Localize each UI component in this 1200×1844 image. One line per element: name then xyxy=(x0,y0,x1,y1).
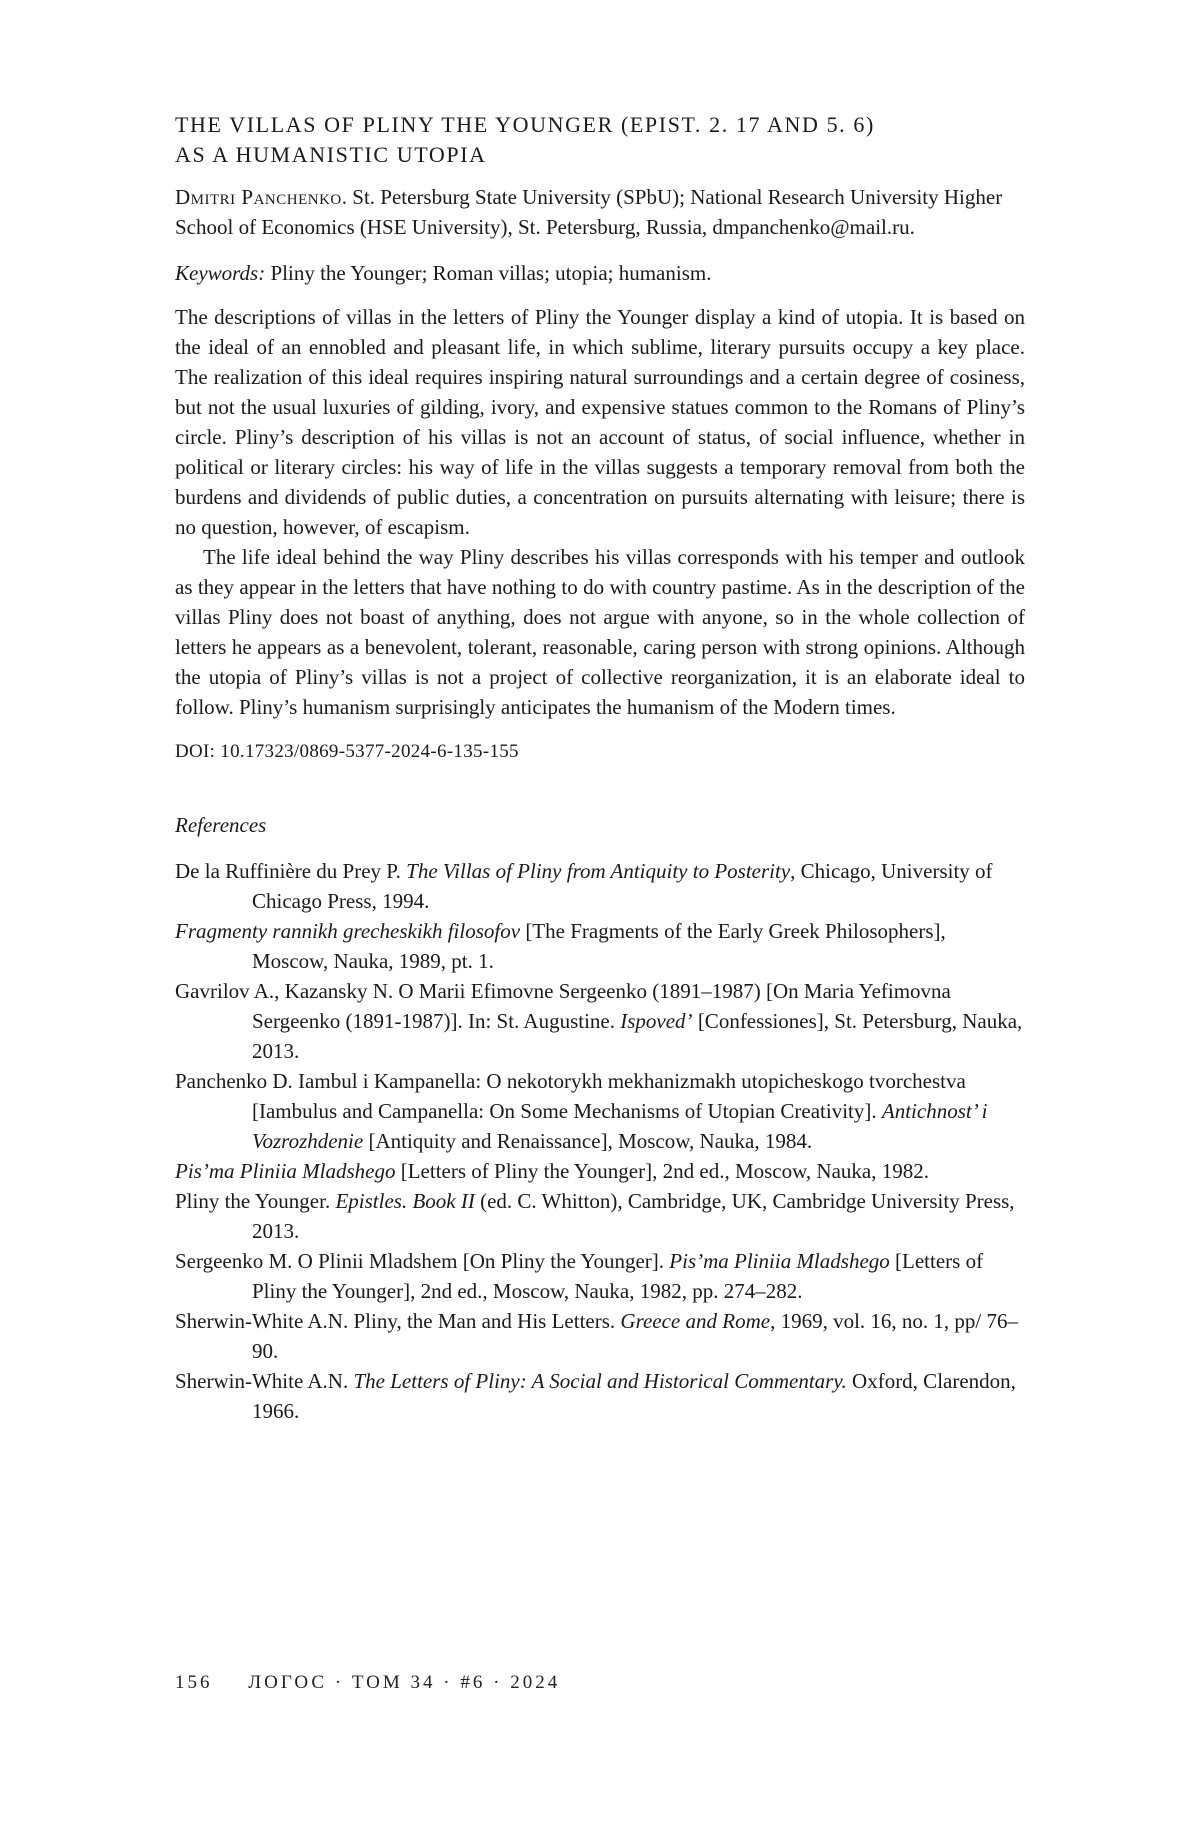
keywords-text: Pliny the Younger; Roman villas; utopia; humanism. xyxy=(265,261,712,285)
article-title xyxy=(175,110,1025,170)
title-line-1: THE VILLAS OF PLINY THE YOUNGER (EPIST. 2. 17 AND 5. 6) xyxy=(175,112,875,137)
title-line-2: AS A HUMANISTIC UTOPIA xyxy=(175,142,487,167)
author-name: Dmitri Panchenko xyxy=(175,185,342,209)
reference-item: Pis’ma Pliniia Mladshego [Letters of Pliny the Younger], 2nd ed., Moscow, Nauka, 1982. xyxy=(175,1159,929,1183)
keywords xyxy=(175,258,1025,288)
reference-item: Pliny the Younger. Epistles. Book II (ed. C. Whitton), Cambridge, UK, Cambridge University Press, 2013. xyxy=(175,1189,1015,1243)
reference-item: Sherwin-White A.N. The Letters of Pliny: A Social and Historical Commentary. Oxford, Clarendon, 1966. xyxy=(175,1369,1016,1423)
reference-item: Fragmenty rannikh grecheskikh filosofov [The Fragments of the Early Greek Philosophers], Moscow, Nauka, 1989, pt. 1. xyxy=(175,919,946,973)
author-affiliation: . St. Petersburg State University (SPbU); National Research University Higher School of Economics (HSE University), St. Petersburg, Russia, dmpanchenko@mail.ru. xyxy=(175,185,1003,239)
article-page xyxy=(175,110,1025,1426)
reference-item: Gavrilov A., Kazansky N. O Marii Efimovne Sergeenko (1891–1987) [On Maria Yefimovna Sergeenko (1891-1987)]. In: St. Augustine. Ispoved’ [Confessiones], St. Petersburg, Nauka, 2013. xyxy=(175,979,1023,1063)
references-heading: References xyxy=(175,813,267,837)
page-footer xyxy=(175,1672,560,1694)
doi: DOI: 10.17323/0869-5377-2024-6-135-155 xyxy=(175,741,519,762)
keywords-label: Keywords: xyxy=(175,261,266,285)
reference-item: Sherwin-White A.N. Pliny, the Man and His Letters. Greece and Rome, 1969, vol. 16, no. 1, pp/ 76–90. xyxy=(175,1309,1018,1363)
abstract-paragraph-1: The descriptions of villas in the letters of Pliny the Younger display a kind of utopia. It is based on the ideal of an ennobled and pleasant life, in which sublime, literary pursuits occupy a key place. The realization of this ideal requires inspiring natural surroundings and a certain degree of cosiness, but not the usual luxuries of gilding, ivory, and expensive statues common to the Romans of Pliny’s circle. Pliny’s description of his villas is not an account of status, of social influence, whether in political or literary circles: his way of life in the villas suggests a temporary removal from both the burdens and dividends of public duties, a concentration on pursuits alternating with leisure; there is no question, however, of escapism. xyxy=(175,305,1025,539)
references-list xyxy=(175,856,1025,1426)
page-number: 156 xyxy=(175,1672,213,1693)
journal-info: ЛОГОС · ТОМ 34 · #6 · 2024 xyxy=(248,1672,561,1693)
reference-item: Panchenko D. Iambul i Kampanella: O nekotorykh mekhanizmakh utopicheskogo tvorchestva [Iambulus and Campanella: On Some Mechanisms of Utopian Creativity]. Antichnost’ i Vozrozhdenie [Antiquity and Renaissance], Moscow, Nauka, 1984. xyxy=(175,1069,988,1153)
reference-item: Sergeenko M. O Plinii Mladshem [On Pliny the Younger]. Pis’ma Pliniia Mladshego [Letters of Pliny the Younger], 2nd ed., Moscow, Nauka, 1982, pp. 274–282. xyxy=(175,1249,984,1303)
abstract-paragraph-2: The life ideal behind the way Pliny describes his villas corresponds with his temper and outlook as they appear in the letters that have nothing to do with country pastime. As in the description of the villas Pliny does not boast of anything, does not argue with anyone, so in the whole collection of letters he appears as a benevolent, tolerant, reasonable, caring person with strong opinions. Although the utopia of Pliny’s villas is not a project of collective reorganization, it is an elaborate ideal to follow. Pliny’s humanism surprisingly anticipates the humanism of the Modern times. xyxy=(175,545,1025,719)
reference-item: De la Ruffinière du Prey P. The Villas of Pliny from Antiquity to Posterity, Chicago, University of Chicago Press, 1994. xyxy=(175,859,993,913)
abstract xyxy=(175,302,1025,722)
author-block xyxy=(175,182,1025,242)
